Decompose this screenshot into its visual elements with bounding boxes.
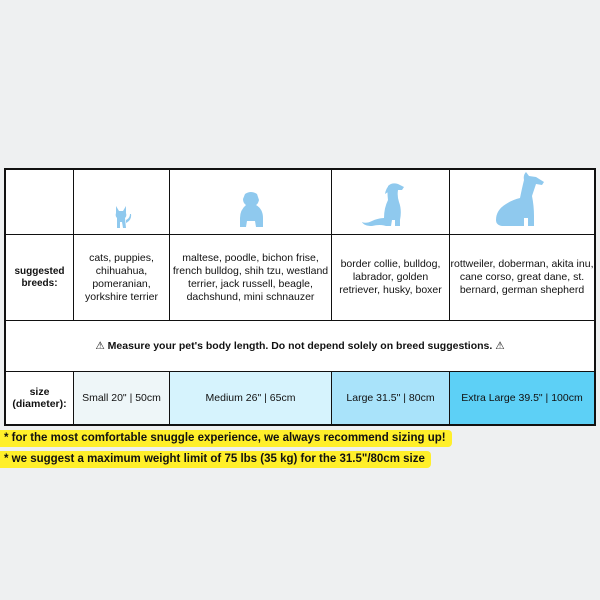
size-extra-large: Extra Large 39.5" | 100cm: [450, 372, 594, 424]
warning-row: [6, 321, 594, 372]
size-label: size (diameter):: [6, 372, 74, 424]
notes: [0, 428, 452, 470]
small-dog-icon: [111, 204, 133, 230]
empty-corner-cell: [6, 170, 74, 234]
extra-large-dog-icon: [494, 170, 550, 230]
extra-large-dog-cell: [450, 170, 594, 234]
breeds-row: [6, 235, 594, 321]
large-dog-icon: [358, 180, 424, 230]
small-breeds: cats, puppies, chihuahua, pomeranian, yorkshire terrier: [74, 235, 170, 320]
icon-row: [6, 170, 594, 235]
medium-dog-cell: [170, 170, 332, 234]
large-dog-cell: [332, 170, 450, 234]
measure-warning: ⚠ Measure your pet's body length. Do not depend solely on breed suggestions. ⚠: [95, 339, 505, 352]
note-weight-limit: * we suggest a maximum weight limit of 75 lbs (35 kg) for the 31.5"/80cm size: [0, 451, 431, 468]
size-small: Small 20" | 50cm: [74, 372, 170, 424]
size-chart-table: [4, 168, 596, 426]
medium-breeds: maltese, poodle, bichon frise, french bulldog, shih tzu, westland terrier, jack russell, beagle, dachshund, mini schnauzer: [170, 235, 332, 320]
large-breeds: border collie, bulldog, labrador, golden retriever, husky, boxer: [332, 235, 450, 320]
medium-dog-icon: [236, 190, 266, 230]
small-dog-cell: [74, 170, 170, 234]
size-large: Large 31.5" | 80cm: [332, 372, 450, 424]
extra-large-breeds: rottweiler, doberman, akita inu, cane corso, great dane, st. bernard, german shepherd: [450, 258, 594, 296]
suggested-breeds-label: suggested breeds:: [6, 235, 74, 320]
size-row: [6, 372, 594, 424]
note-sizing-up: * for the most comfortable snuggle experience, we always recommend sizing up!: [0, 430, 452, 447]
size-medium: Medium 26" | 65cm: [170, 372, 332, 424]
